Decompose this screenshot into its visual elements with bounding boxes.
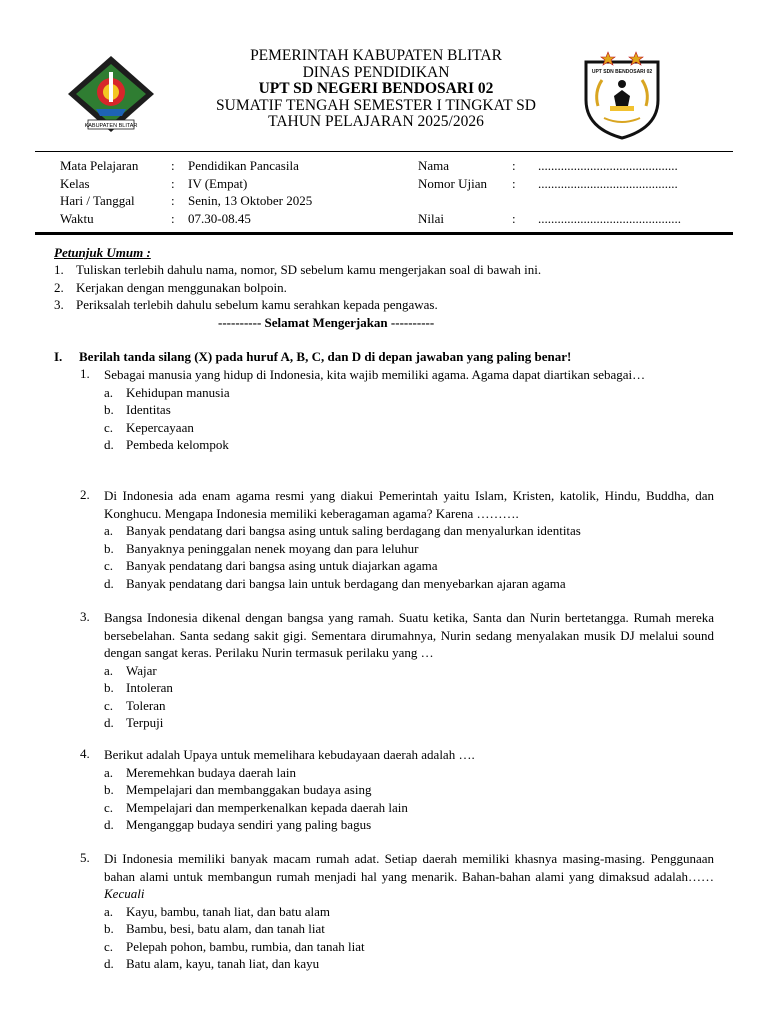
instruction-item: 2. Kerjakan dengan menggunakan bolpoin. — [54, 280, 287, 295]
option-c[interactable]: c. Mempelajari dan memperkenalkan kepada daerah lain — [104, 799, 408, 815]
option-b[interactable]: b. Intoleran — [104, 680, 173, 695]
question-text: Sebagai manusia yang hidup di Indonesia, kita wajib memiliki agama. Agama dapat diartikan sebagai… — [104, 367, 646, 382]
info-label-date: Hari / Tanggal — [60, 193, 135, 208]
option-c[interactable]: c. Toleran — [104, 697, 166, 713]
letterhead — [0, 46, 768, 142]
instruction-item: 1. Tuliskan terlebih dahulu nama, nomor, SD sebelum kamu mengerjakan soal di bawah ini. — [54, 262, 542, 277]
info-label-class: Kelas — [60, 175, 90, 191]
info-label-score: Nilai — [418, 210, 444, 226]
header-line-4: SUMATIF TENGAH SEMESTER I TINGKAT SD — [216, 96, 536, 114]
exam-number-field[interactable]: ........................................... — [538, 175, 678, 191]
info-row: Mata Pelajaran : Pendidikan Pancasila Nama : ........................................... — [60, 158, 678, 173]
question-text: Bangsa Indonesia dikenal dengan bangsa yang ramah. Suatu ketika, Santa dan Nurin bertetangga. Rumah mereka bersebelahan. Santa sedang sakit gigi. Sementara dirumahnya, Nurin sedang menyalakan musik DJ melalui sound dengan sangat keras. Perilaku Nurin termasuk perilaku yang … — [104, 610, 714, 660]
option-a[interactable]: a. Kehidupan manusia — [104, 384, 230, 400]
option-a[interactable]: a. Banyak pendatang dari bangsa asing untuk saling berdagang dan menyalurkan identitas — [104, 523, 581, 538]
instruction-item: 3. Periksalah terlebih dahulu sebelum kamu serahkan kepada pengawas. — [54, 297, 438, 312]
sdn-bendosari-logo-icon — [582, 48, 662, 140]
info-label-subject: Mata Pelajaran — [60, 158, 139, 173]
info-value-subject: Pendidikan Pancasila — [188, 158, 299, 173]
option-b[interactable]: b. Banyaknya peninggalan nenek moyang dan para leluhur — [104, 540, 419, 556]
option-c[interactable]: c. Kepercayaan — [104, 419, 194, 435]
section-heading: I. Berilah tanda silang (X) pada huruf A, B, C, dan D di depan jawaban yang paling benar! — [54, 349, 572, 364]
info-row: Kelas : IV (Empat) Nomor Ujian : ........................................... — [60, 175, 678, 191]
option-d[interactable]: d. Terpuji — [104, 715, 164, 730]
left-logo-caption: KABUPATEN BLITAR — [84, 123, 138, 129]
question-3: 3. Bangsa Indonesia dikenal dengan bangsa yang ramah. Suatu ketika, Santa dan Nurin bertetangga. Rumah mereka bersebelahan. Santa sedang sakit gigi. Sementara dirumahnya, Nurin sedang menyalakan musik DJ melalui sound dengan sangat keras. Perilaku Nurin termasuk perilaku yang … a. Wajar b. Intoleran c. Toleran d. Terpuji — [80, 609, 714, 730]
question-text: Berikut adalah Upaya untuk memelihara kebudayaan daerah adalah …. — [104, 747, 475, 762]
option-d[interactable]: d. Menganggap budaya sendiri yang paling bagus — [104, 817, 372, 832]
option-a[interactable]: a. Meremehkan budaya daerah lain — [104, 764, 297, 780]
header-line-1: PEMERINTAH KABUPATEN BLITAR — [250, 47, 502, 64]
header-divider-top — [35, 151, 733, 152]
letterhead-text — [150, 48, 602, 131]
info-row: Waktu : 07.30-08.45 Nilai : ............................................ — [60, 210, 681, 226]
right-logo-caption: UPT SDN BENDOSARI 02 — [591, 69, 653, 75]
header-line-3: UPT SD NEGERI BENDOSARI 02 — [258, 80, 494, 97]
info-value-time: 07.30-08.45 — [188, 210, 251, 226]
info-label-exam-number: Nomor Ujian — [418, 175, 487, 191]
info-divider-bottom — [35, 232, 733, 235]
question-text: Di Indonesia memiliki banyak macam rumah adat. Setiap daerah memiliki khasnya masing-masing. Penggunaan bahan alami untuk membangun rumah menjadi hal yang menarik. Bahan-bahan alami yang dimaksud adalah…… Kecuali — [104, 851, 714, 901]
info-row: Hari / Tanggal : Senin, 13 Oktober 2025 — [60, 193, 313, 208]
instructions-title: Petunjuk Umum : — [54, 245, 151, 260]
option-d[interactable]: d. Batu alam, kayu, tanah liat, dan kayu — [104, 956, 320, 971]
option-b[interactable]: b. Bambu, besi, batu alam, dan tanah liat — [104, 921, 325, 936]
info-label-time: Waktu — [60, 210, 94, 226]
question-emphasis: Kecuali — [104, 886, 145, 901]
info-value-date: Senin, 13 Oktober 2025 — [188, 193, 313, 208]
option-c[interactable]: c. Pelepah pohon, bambu, rumbia, dan tanah liat — [104, 938, 365, 954]
option-b[interactable]: b. Identitas — [104, 402, 171, 417]
header-line-5: TAHUN PELAJARAN 2025/2026 — [268, 113, 484, 130]
question-text: Di Indonesia ada enam agama resmi yang diakui Pemerintah yaitu Islam, Kristen, katolik, Hindu, Buddha, dan Konghucu. Mengapa Indonesia memiliki keberagaman agama? Karena ………. — [104, 488, 714, 521]
header-line-2: DINAS PENDIDIKAN — [302, 63, 450, 81]
info-label-name: Nama — [418, 158, 450, 173]
good-luck-message: ---------- Selamat Mengerjakan ---------- — [218, 315, 435, 330]
question-4: 4. Berikut adalah Upaya untuk memelihara kebudayaan daerah adalah …. a. Meremehkan budaya daerah lain b. Mempelajari dan membanggakan budaya asing c. Mempelajari dan memperkenalkan kepada daerah lain d. Menganggap budaya sendiri yang paling bagus — [80, 746, 714, 834]
exam-info — [60, 157, 720, 227]
option-a[interactable]: a. Kayu, bambu, tanah liat, dan batu alam — [104, 903, 330, 919]
score-field[interactable]: ............................................ — [538, 210, 681, 226]
question-2: 2. Di Indonesia ada enam agama resmi yang diakui Pemerintah yaitu Islam, Kristen, katolik, Hindu, Buddha, dan Konghucu. Mengapa Indonesia memiliki keberagaman agama? Karena ………. a. Banyak pendatang dari bangsa asing untuk saling berdagang dan menyalurkan identitas b. Banyaknya peninggalan nenek moyang dan para leluhur c. Banyak pendatang dari bangsa asing untuk diajarkan agama d. Banyak pendatang dari bangsa lain untuk berdagang dan menyebarkan ajaran agama — [80, 487, 714, 591]
option-a[interactable]: a. Wajar — [104, 662, 157, 678]
kabupaten-blitar-logo-icon — [66, 54, 156, 134]
question-1: 1. Sebagai manusia yang hidup di Indonesia, kita wajib memiliki agama. Agama dapat diartikan sebagai… a. Kehidupan manusia b. Identitas c. Kepercayaan d. Pembeda kelompok — [80, 366, 714, 454]
option-c[interactable]: c. Banyak pendatang dari bangsa asing untuk diajarkan agama — [104, 558, 438, 573]
option-b[interactable]: b. Mempelajari dan membanggakan budaya asing — [104, 782, 372, 797]
question-5: 5. Di Indonesia memiliki banyak macam rumah adat. Setiap daerah memiliki khasnya masing-masing. Penggunaan bahan alami untuk membangun rumah menjadi hal yang menarik. Bahan-bahan alami yang dimaksud adalah…… Kecuali a. Kayu, bambu, tanah liat, dan batu alam b. Bambu, besi, batu alam, dan tanah liat c. Pelepah pohon, bambu, rumbia, dan tanah liat d. Batu alam, kayu, tanah liat, dan kayu — [80, 850, 714, 971]
option-d[interactable]: d. Banyak pendatang dari bangsa lain untuk berdagang dan menyebarkan ajaran agama — [104, 575, 566, 591]
name-field[interactable]: ........................................... — [538, 158, 678, 173]
option-d[interactable]: d. Pembeda kelompok — [104, 437, 229, 452]
info-value-class: IV (Empat) — [188, 175, 248, 191]
